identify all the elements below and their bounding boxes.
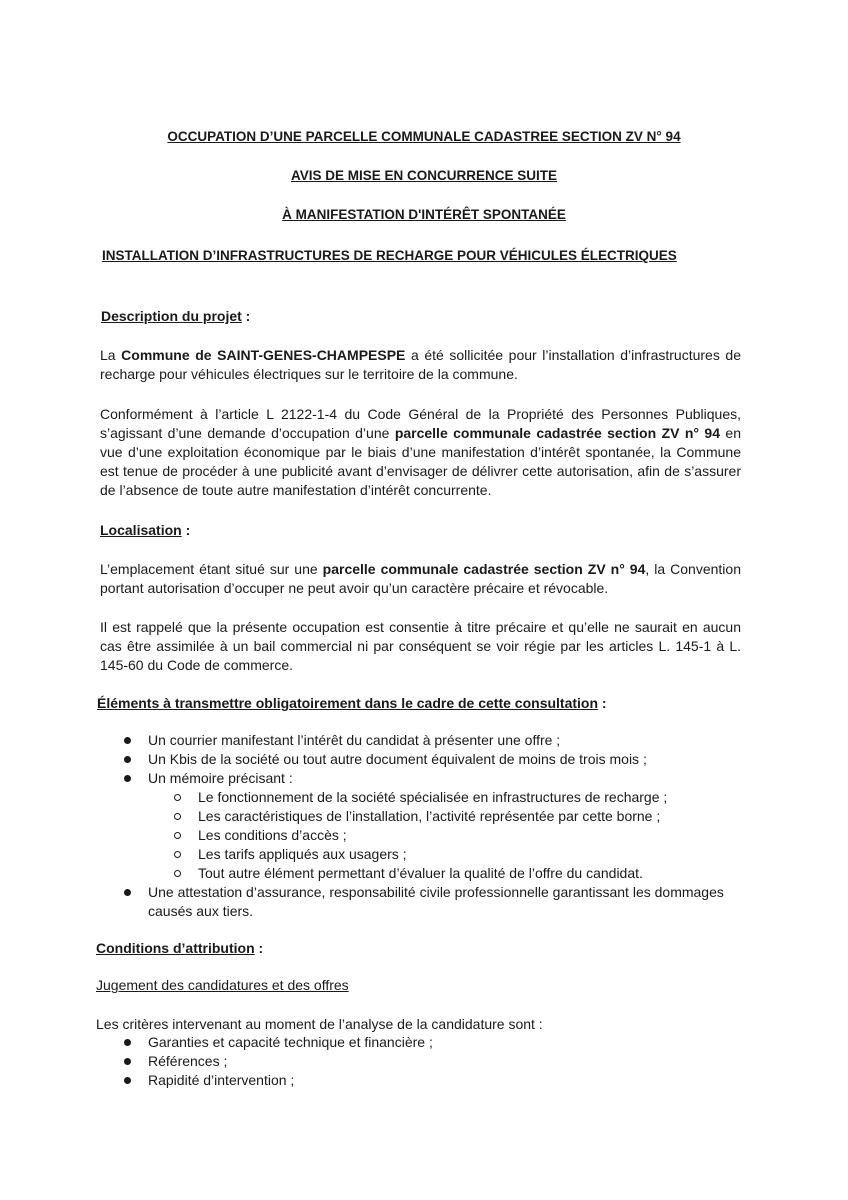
bullet-icon [124, 889, 131, 896]
conditions-subheading: Jugement des candidatures et des offres [96, 977, 349, 993]
sub-list-item-text: Les tarifs appliqués aux usagers ; [198, 846, 407, 862]
conditions-heading [96, 939, 263, 958]
elements-list [124, 731, 744, 788]
elements-heading-text: Éléments à transmettre obligatoirement dans le cadre de cette consultation [97, 695, 599, 711]
title-line-1: OCCUPATION D’UNE PARCELLE COMMUNALE CADASTREE SECTION ZV N° 94 [167, 129, 681, 144]
sub-list-item-text: Les caractéristiques de l’installation, l’activité représentée par cette borne ; [198, 808, 661, 824]
title-line-4: INSTALLATION D’INFRASTRUCTURES DE RECHARGE POUR VÉHICULES ÉLECTRIQUES [102, 248, 677, 263]
list-item-text: Rapidité d’intervention ; [148, 1072, 295, 1088]
sub-list-item [174, 788, 734, 807]
circle-bullet-icon [174, 813, 181, 820]
commune-name: Commune de SAINT-GENES-CHAMPESPE [121, 347, 406, 363]
bullet-icon [124, 737, 131, 744]
sub-list-item [174, 826, 734, 845]
localisation-heading-text: Localisation [100, 522, 182, 538]
circle-bullet-icon [174, 870, 181, 877]
localisation-paragraph-1 [100, 560, 741, 598]
text-segment: Conformément à l’article L 2122-1-4 du Code Général de la Propriété des Personnes Publiques, s’agissant d’une demande d’occupation d’une [100, 406, 741, 441]
bullet-icon [124, 1077, 131, 1084]
title-line-3: À MANIFESTATION D'INTÉRÊT SPONTANÉE [282, 207, 566, 222]
text-segment: a été sollicitée pour l’installation d’infrastructures de recharge pour véhicules électriques sur le territoire de la commune. [100, 347, 741, 382]
title-line-2: AVIS DE MISE EN CONCURRENCE SUITE [290, 168, 558, 183]
list-item-text: Garanties et capacité technique et financière ; [148, 1034, 433, 1050]
sub-list-item [174, 807, 734, 826]
localisation-heading-suffix: : [181, 522, 191, 538]
text-segment: L’emplacement étant situé sur une [100, 561, 323, 577]
circle-bullet-icon [174, 794, 181, 801]
elements-sub-list [174, 788, 734, 883]
sub-list-item [174, 864, 734, 883]
bullet-icon [124, 775, 131, 782]
criteria-list [124, 1033, 744, 1090]
list-item-text: Un Kbis de la société ou tout autre document équivalent de moins de trois mois ; [148, 751, 647, 767]
circle-bullet-icon [174, 851, 181, 858]
sub-list-item-text: Le fonctionnement de la société spécialisée en infrastructures de recharge ; [198, 789, 668, 805]
list-item-text: Une attestation d’assurance, responsabilité civile professionnelle garantissant les dommages causés aux tiers. [148, 884, 724, 919]
conditions-heading-text: Conditions d’attribution [96, 940, 255, 956]
circle-bullet-icon [174, 832, 181, 839]
list-item [124, 731, 744, 750]
list-item [124, 883, 744, 921]
localisation-paragraph-2: Il est rappelé que la présente occupation est consentie à titre précaire et qu’elle ne saurait en aucun cas être assimilée à un bail commercial ni par conséquent se voir régie par les articles L. 145-1 à L. 145-60 du Code de commerce. [100, 619, 741, 673]
sub-list-item-text: Tout autre élément permettant d’évaluer la qualité de l’offre du candidat. [198, 865, 643, 881]
description-paragraph-2 [100, 405, 741, 500]
list-item [124, 769, 744, 788]
bullet-icon [124, 756, 131, 763]
localisation-heading [100, 521, 190, 540]
parcel-reference: parcelle communale cadastrée section ZV n° 94 [394, 425, 720, 441]
list-item-text: Un mémoire précisant : [148, 770, 293, 786]
text-segment: La [100, 347, 122, 363]
text-segment: , la Convention portant autorisation d’occuper ne peut avoir qu’un caractère précaire et révocable. [100, 561, 741, 596]
description-paragraph-1 [100, 346, 741, 384]
bullet-icon [124, 1039, 131, 1046]
elements-heading-suffix: : [598, 695, 607, 711]
description-heading [101, 307, 250, 326]
conditions-heading-suffix: : [254, 940, 264, 956]
sub-list-item [174, 845, 734, 864]
description-heading-suffix: : [241, 308, 251, 324]
elements-list-last [124, 883, 744, 921]
parcel-reference: parcelle communale cadastrée section ZV n° 94 [322, 561, 646, 577]
list-item [124, 1071, 744, 1090]
elements-heading [97, 694, 607, 713]
list-item-text: Un courrier manifestant l’intérêt du candidat à présenter une offre ; [148, 732, 561, 748]
sub-list-item-text: Les conditions d’accès ; [198, 827, 347, 843]
list-item-text: Références ; [148, 1053, 228, 1069]
list-item [124, 1052, 744, 1071]
conditions-intro: Les critères intervenant au moment de l’analyse de la candidature sont : [96, 1016, 543, 1032]
description-heading-text: Description du projet [101, 308, 242, 324]
list-item [124, 1033, 744, 1052]
bullet-icon [124, 1058, 131, 1065]
text-segment: en vue d’une exploitation économique par le biais d’une manifestation d’intérêt spontanée, la Commune est tenue de procéder à une publicité avant d’envisager de délivrer cette autorisation, afin de s’assurer de l’absence de toute autre manifestation d’intérêt concurrente. [100, 425, 741, 498]
list-item [124, 750, 744, 769]
